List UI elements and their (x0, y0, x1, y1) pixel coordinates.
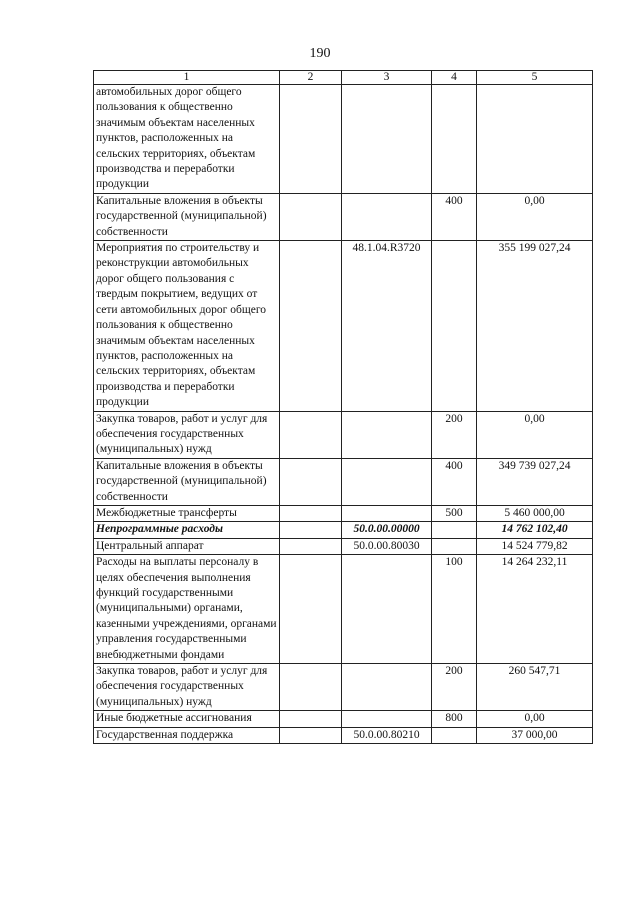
cell-target-code: 50.0.00.00000 (342, 522, 432, 538)
cell-amount: 260 547,71 (477, 664, 593, 711)
cell-expense-type: 200 (432, 411, 477, 458)
cell-section (280, 522, 342, 538)
table-row (94, 193, 593, 240)
cell-amount: 0,00 (477, 711, 593, 727)
table-row (94, 522, 593, 538)
cell-name: Государственная поддержка (94, 727, 280, 743)
cell-expense-type (432, 522, 477, 538)
cell-target-code (342, 664, 432, 711)
cell-amount (477, 85, 593, 194)
cell-section (280, 727, 342, 743)
cell-name: Закупка товаров, работ и услуг для обеспечения государственных (муниципальных) нужд (94, 411, 280, 458)
cell-expense-type (432, 241, 477, 411)
cell-amount: 14 762 102,40 (477, 522, 593, 538)
cell-expense-type (432, 538, 477, 554)
cell-target-code: 50.0.00.80210 (342, 727, 432, 743)
cell-section (280, 85, 342, 194)
header-row (94, 71, 593, 85)
cell-section (280, 411, 342, 458)
header-col-2: 2 (280, 71, 342, 85)
cell-name: Капитальные вложения в объекты государственной (муниципальной) собственности (94, 193, 280, 240)
cell-section (280, 538, 342, 554)
cell-section (280, 664, 342, 711)
table-row (94, 505, 593, 521)
budget-table (93, 70, 593, 744)
header-col-4: 4 (432, 71, 477, 85)
cell-name: Расходы на выплаты персоналу в целях обеспечения выполнения функций государственными (муниципальными) органами, казенными учреждениями, органами управления государственными внебюджетными фондами (94, 555, 280, 664)
cell-amount: 14 264 232,11 (477, 555, 593, 664)
cell-target-code (342, 505, 432, 521)
header-col-3: 3 (342, 71, 432, 85)
cell-name: Мероприятия по строительству и реконструкции автомобильных дорог общего пользования с твердым покрытием, ведущих от сети автомобильных дорог общего пользования к общественно значимым объектам населенных пунктов, расположенных на сельских территориях, объектам производства и переработки продукции (94, 241, 280, 411)
cell-name: Непрограммные расходы (94, 522, 280, 538)
table-row (94, 85, 593, 194)
cell-name: Иные бюджетные ассигнования (94, 711, 280, 727)
cell-amount: 355 199 027,24 (477, 241, 593, 411)
table-row (94, 458, 593, 505)
cell-amount: 37 000,00 (477, 727, 593, 743)
cell-amount: 5 460 000,00 (477, 505, 593, 521)
header-col-5: 5 (477, 71, 593, 85)
cell-expense-type: 500 (432, 505, 477, 521)
cell-target-code (342, 711, 432, 727)
cell-expense-type (432, 727, 477, 743)
table-row (94, 538, 593, 554)
cell-expense-type: 200 (432, 664, 477, 711)
cell-amount: 0,00 (477, 193, 593, 240)
cell-target-code (342, 85, 432, 194)
header-col-1: 1 (94, 71, 280, 85)
cell-name: Капитальные вложения в объекты государственной (муниципальной) собственности (94, 458, 280, 505)
cell-amount: 349 739 027,24 (477, 458, 593, 505)
cell-section (280, 241, 342, 411)
table-row (94, 555, 593, 664)
cell-section (280, 458, 342, 505)
cell-expense-type: 400 (432, 193, 477, 240)
cell-target-code (342, 411, 432, 458)
cell-target-code (342, 193, 432, 240)
cell-section (280, 555, 342, 664)
cell-name: Закупка товаров, работ и услуг для обеспечения государственных (муниципальных) нужд (94, 664, 280, 711)
cell-amount: 0,00 (477, 411, 593, 458)
page-number: 190 (309, 46, 331, 61)
table-row (94, 711, 593, 727)
table-row (94, 727, 593, 743)
cell-expense-type: 100 (432, 555, 477, 664)
cell-name: Центральный аппарат (94, 538, 280, 554)
cell-amount: 14 524 779,82 (477, 538, 593, 554)
cell-section (280, 711, 342, 727)
cell-expense-type: 800 (432, 711, 477, 727)
table-row (94, 664, 593, 711)
table-row (94, 241, 593, 411)
cell-target-code: 48.1.04.R3720 (342, 241, 432, 411)
cell-name: Межбюджетные трансферты (94, 505, 280, 521)
cell-expense-type (432, 85, 477, 194)
table-row (94, 411, 593, 458)
cell-name: автомобильных дорог общего пользования к общественно значимым объектам населенных пунктов, расположенных на сельских территориях, объектам производства и переработки продукции (94, 85, 280, 194)
cell-target-code: 50.0.00.80030 (342, 538, 432, 554)
cell-target-code (342, 555, 432, 664)
cell-expense-type: 400 (432, 458, 477, 505)
cell-section (280, 193, 342, 240)
cell-target-code (342, 458, 432, 505)
cell-section (280, 505, 342, 521)
